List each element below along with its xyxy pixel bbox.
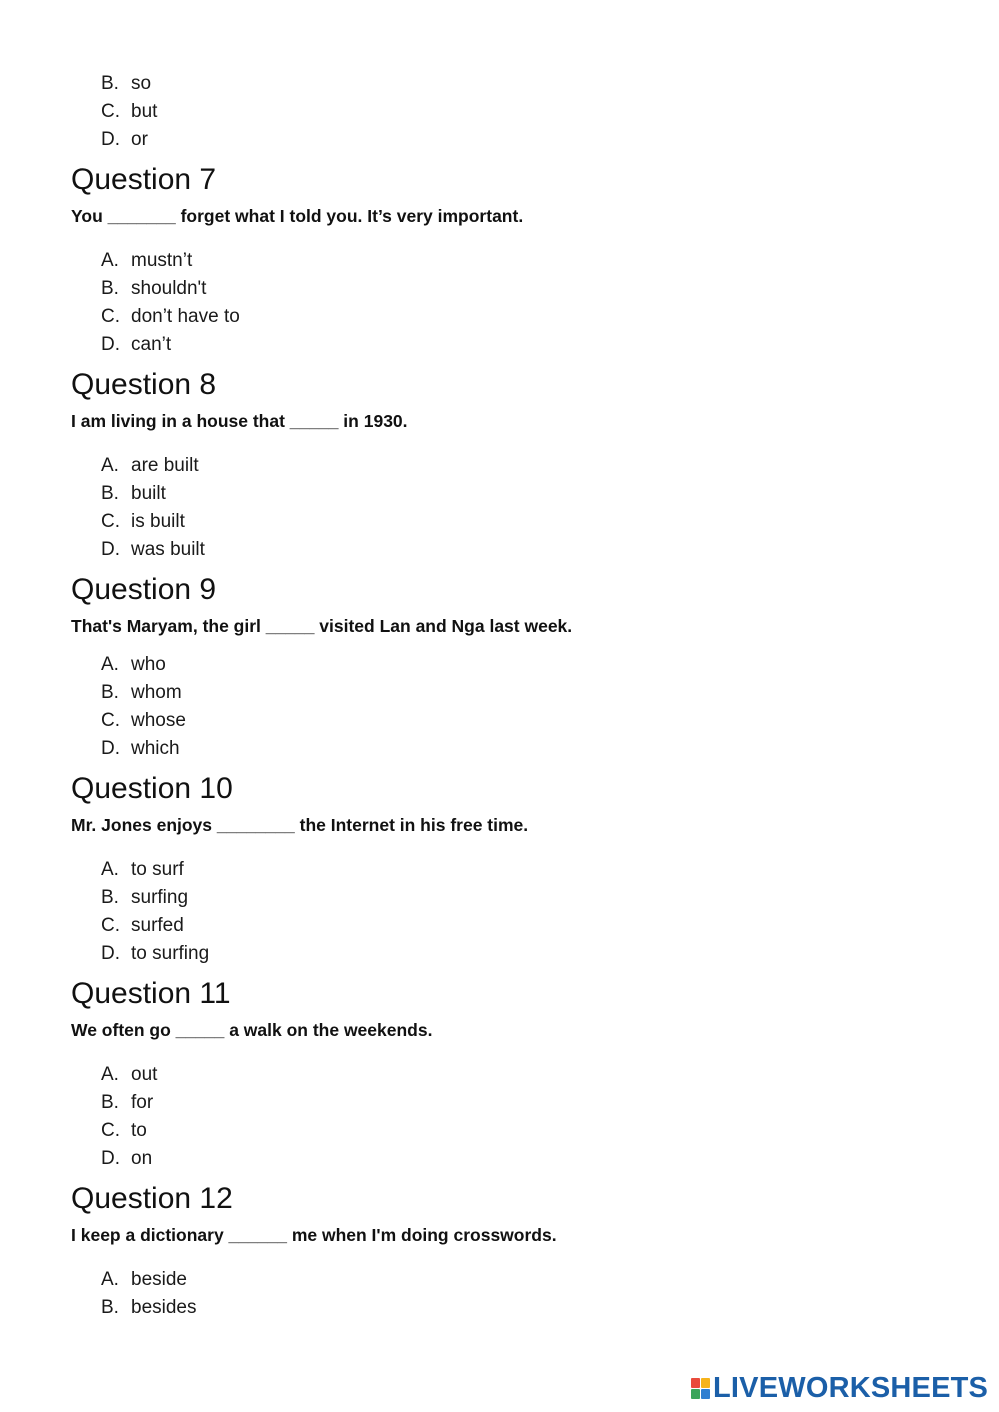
option-text: is built <box>131 511 185 532</box>
question-12-title: Question 12 <box>71 1182 233 1215</box>
option-letter: D. <box>101 943 120 964</box>
option-text: are built <box>131 455 199 476</box>
option-letter: D. <box>101 1148 120 1169</box>
logo-mark-icon <box>691 1378 710 1399</box>
option-letter: B. <box>101 73 119 94</box>
option-letter: D. <box>101 738 120 759</box>
question-7-option-c[interactable] <box>101 305 240 329</box>
list-item[interactable] <box>101 100 157 124</box>
question-8-option-d[interactable] <box>101 538 205 562</box>
option-text: for <box>131 1092 154 1113</box>
logo-mark-square <box>691 1378 700 1388</box>
question-10-title: Question 10 <box>71 772 233 805</box>
list-item[interactable] <box>101 72 151 96</box>
option-text: besides <box>131 1297 197 1318</box>
question-9-option-b[interactable] <box>101 681 182 705</box>
option-letter: A. <box>101 250 119 271</box>
option-text: built <box>131 483 166 504</box>
option-letter: B. <box>101 483 119 504</box>
option-letter: A. <box>101 1064 119 1085</box>
option-text: was built <box>131 539 205 560</box>
question-11-title: Question 11 <box>71 977 231 1010</box>
question-12-option-b[interactable] <box>101 1296 197 1320</box>
option-letter: C. <box>101 511 120 532</box>
logo-mark-square <box>701 1389 710 1399</box>
question-7-option-a[interactable] <box>101 249 192 273</box>
logo-text: LIVEWORKSHEETS <box>713 1372 989 1404</box>
option-letter: A. <box>101 455 119 476</box>
question-9-title: Question 9 <box>71 573 217 606</box>
question-11-option-a[interactable] <box>101 1063 157 1087</box>
question-7-option-d[interactable] <box>101 333 171 357</box>
option-letter: A. <box>101 654 119 675</box>
question-8-text: I am living in a house that _____ in 1930. <box>71 411 408 431</box>
option-text: who <box>131 654 166 675</box>
question-12-text: I keep a dictionary ______ me when I'm doing crosswords. <box>71 1225 557 1245</box>
question-10-option-d[interactable] <box>101 942 209 966</box>
option-text: surfing <box>131 887 189 908</box>
question-7-title: Question 7 <box>71 163 217 196</box>
option-text: to surfing <box>131 943 210 964</box>
option-letter: B. <box>101 1297 119 1318</box>
option-letter: C. <box>101 915 120 936</box>
option-text: beside <box>131 1269 187 1290</box>
option-letter: B. <box>101 887 119 908</box>
option-text: shouldn't <box>131 278 207 299</box>
option-letter: B. <box>101 1092 119 1113</box>
option-text: to surf <box>131 859 184 880</box>
option-text: or <box>131 129 148 150</box>
option-letter: B. <box>101 278 119 299</box>
option-text: but <box>131 101 158 122</box>
list-item[interactable] <box>101 128 148 152</box>
question-10-option-a[interactable] <box>101 858 184 882</box>
question-8-option-a[interactable] <box>101 454 199 478</box>
question-11-text: We often go _____ a walk on the weekends. <box>71 1020 433 1040</box>
question-7-option-b[interactable] <box>101 277 206 301</box>
liveworksheets-logo <box>691 1372 988 1404</box>
option-letter: D. <box>101 129 120 150</box>
question-8-option-b[interactable] <box>101 482 166 506</box>
logo-mark-square <box>701 1378 710 1388</box>
option-letter: D. <box>101 539 120 560</box>
question-9-option-d[interactable] <box>101 737 180 761</box>
question-9-option-c[interactable] <box>101 709 186 733</box>
option-letter: B. <box>101 682 119 703</box>
question-7-text: You _______ forget what I told you. It’s very important. <box>71 206 524 226</box>
option-letter: C. <box>101 1120 120 1141</box>
option-letter: A. <box>101 859 119 880</box>
option-text: out <box>131 1064 158 1085</box>
option-letter: C. <box>101 101 120 122</box>
logo-mark-square <box>691 1389 700 1399</box>
option-text: whose <box>131 710 186 731</box>
option-text: don’t have to <box>131 306 240 327</box>
option-text: can’t <box>131 334 172 355</box>
option-letter: C. <box>101 306 120 327</box>
option-text: whom <box>131 682 182 703</box>
question-11-option-b[interactable] <box>101 1091 153 1115</box>
question-10-option-b[interactable] <box>101 886 188 910</box>
question-10-option-c[interactable] <box>101 914 184 938</box>
option-text: which <box>131 738 180 759</box>
option-text: surfed <box>131 915 184 936</box>
option-text: on <box>131 1148 153 1169</box>
option-text: mustn’t <box>131 250 193 271</box>
question-8-option-c[interactable] <box>101 510 185 534</box>
option-letter: C. <box>101 710 120 731</box>
option-text: so <box>131 73 152 94</box>
option-letter: D. <box>101 334 120 355</box>
question-11-option-d[interactable] <box>101 1147 152 1171</box>
question-8-title: Question 8 <box>71 368 217 401</box>
option-text: to <box>131 1120 147 1141</box>
option-letter: A. <box>101 1269 119 1290</box>
question-9-text: That's Maryam, the girl _____ visited Lan and Nga last week. <box>71 616 573 636</box>
question-11-option-c[interactable] <box>101 1119 147 1143</box>
question-12-option-a[interactable] <box>101 1268 187 1292</box>
question-10-text: Mr. Jones enjoys ________ the Internet in his free time. <box>71 815 529 835</box>
question-9-option-a[interactable] <box>101 653 166 677</box>
